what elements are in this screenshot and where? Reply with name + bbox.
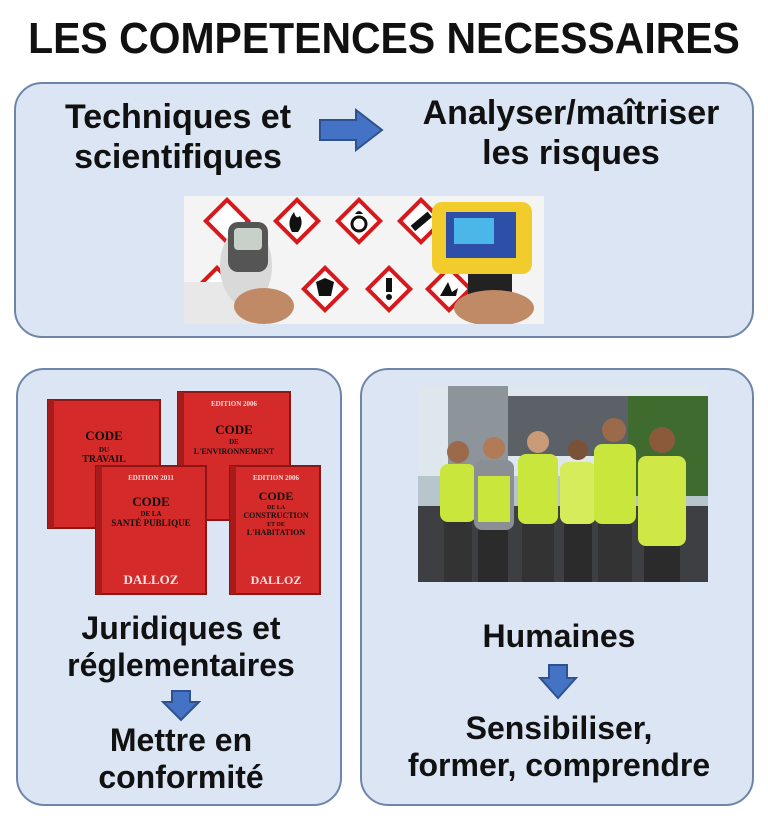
technical-skills-label-line1: Techniques et bbox=[64, 98, 292, 136]
book-code-sante-publique bbox=[96, 466, 206, 594]
arrow-down-icon bbox=[161, 690, 201, 722]
human-skills-label: Humaines bbox=[482, 618, 636, 654]
panel-technical-skills bbox=[14, 82, 754, 338]
law-code-books-image bbox=[46, 388, 322, 598]
svg-text:CONSTRUCTION: CONSTRUCTION bbox=[243, 511, 309, 520]
awareness-label-line2: former, comprendre bbox=[407, 747, 711, 784]
svg-text:L'HABITATION: L'HABITATION bbox=[246, 528, 306, 537]
svg-text:DE LA: DE LA bbox=[266, 505, 286, 511]
panel-legal-skills bbox=[16, 368, 342, 806]
analyse-risks-label-line1: Analyser/maîtriser bbox=[422, 94, 720, 132]
panel-human-skills bbox=[360, 368, 754, 806]
technical-skills-label bbox=[38, 98, 318, 178]
svg-text:CODE: CODE bbox=[85, 428, 123, 443]
legal-skills-label-line2: réglementaires bbox=[67, 647, 295, 684]
svg-text:EDITION 2011: EDITION 2011 bbox=[128, 474, 174, 482]
analyse-risks-label-line2: les risques bbox=[482, 133, 660, 172]
compliance-label-line1: Mettre en bbox=[109, 722, 253, 758]
svg-text:EDITION 2006: EDITION 2006 bbox=[210, 400, 258, 408]
svg-text:DE LA: DE LA bbox=[140, 510, 162, 518]
hazard-pictograms-image bbox=[184, 196, 544, 324]
awareness-label bbox=[362, 710, 756, 785]
compliance-label-line2: conformité bbox=[98, 759, 264, 796]
legal-skills-label-line1: Juridiques et bbox=[81, 610, 281, 646]
page-title: LES COMPETENCES NECESSAIRES bbox=[28, 14, 740, 63]
svg-text:SANTÉ PUBLIQUE: SANTÉ PUBLIQUE bbox=[111, 518, 191, 528]
book-code-construction-habitation bbox=[230, 466, 320, 594]
svg-text:CODE: CODE bbox=[215, 422, 253, 437]
legal-skills-label bbox=[18, 610, 344, 685]
arrow-down-icon bbox=[538, 664, 578, 700]
technical-skills-label-line2: scientifiques bbox=[74, 137, 282, 176]
arrow-right-icon bbox=[318, 108, 384, 152]
svg-text:CODE: CODE bbox=[258, 489, 294, 503]
svg-text:DALLOZ: DALLOZ bbox=[250, 573, 302, 587]
analyse-risks-label bbox=[396, 94, 746, 174]
svg-text:L'ENVIRONNEMENT: L'ENVIRONNEMENT bbox=[193, 447, 275, 456]
awareness-label-line1: Sensibiliser, bbox=[465, 710, 653, 746]
svg-text:DU: DU bbox=[98, 446, 110, 454]
compliance-label bbox=[18, 722, 344, 797]
workers-photo bbox=[418, 386, 708, 582]
svg-text:EDITION 2006: EDITION 2006 bbox=[252, 474, 300, 482]
svg-text:ET DE: ET DE bbox=[267, 522, 285, 528]
svg-text:DALLOZ: DALLOZ bbox=[123, 572, 179, 587]
svg-text:TRAVAIL: TRAVAIL bbox=[82, 454, 126, 465]
svg-text:CODE: CODE bbox=[132, 494, 170, 509]
svg-text:DE: DE bbox=[229, 438, 239, 446]
